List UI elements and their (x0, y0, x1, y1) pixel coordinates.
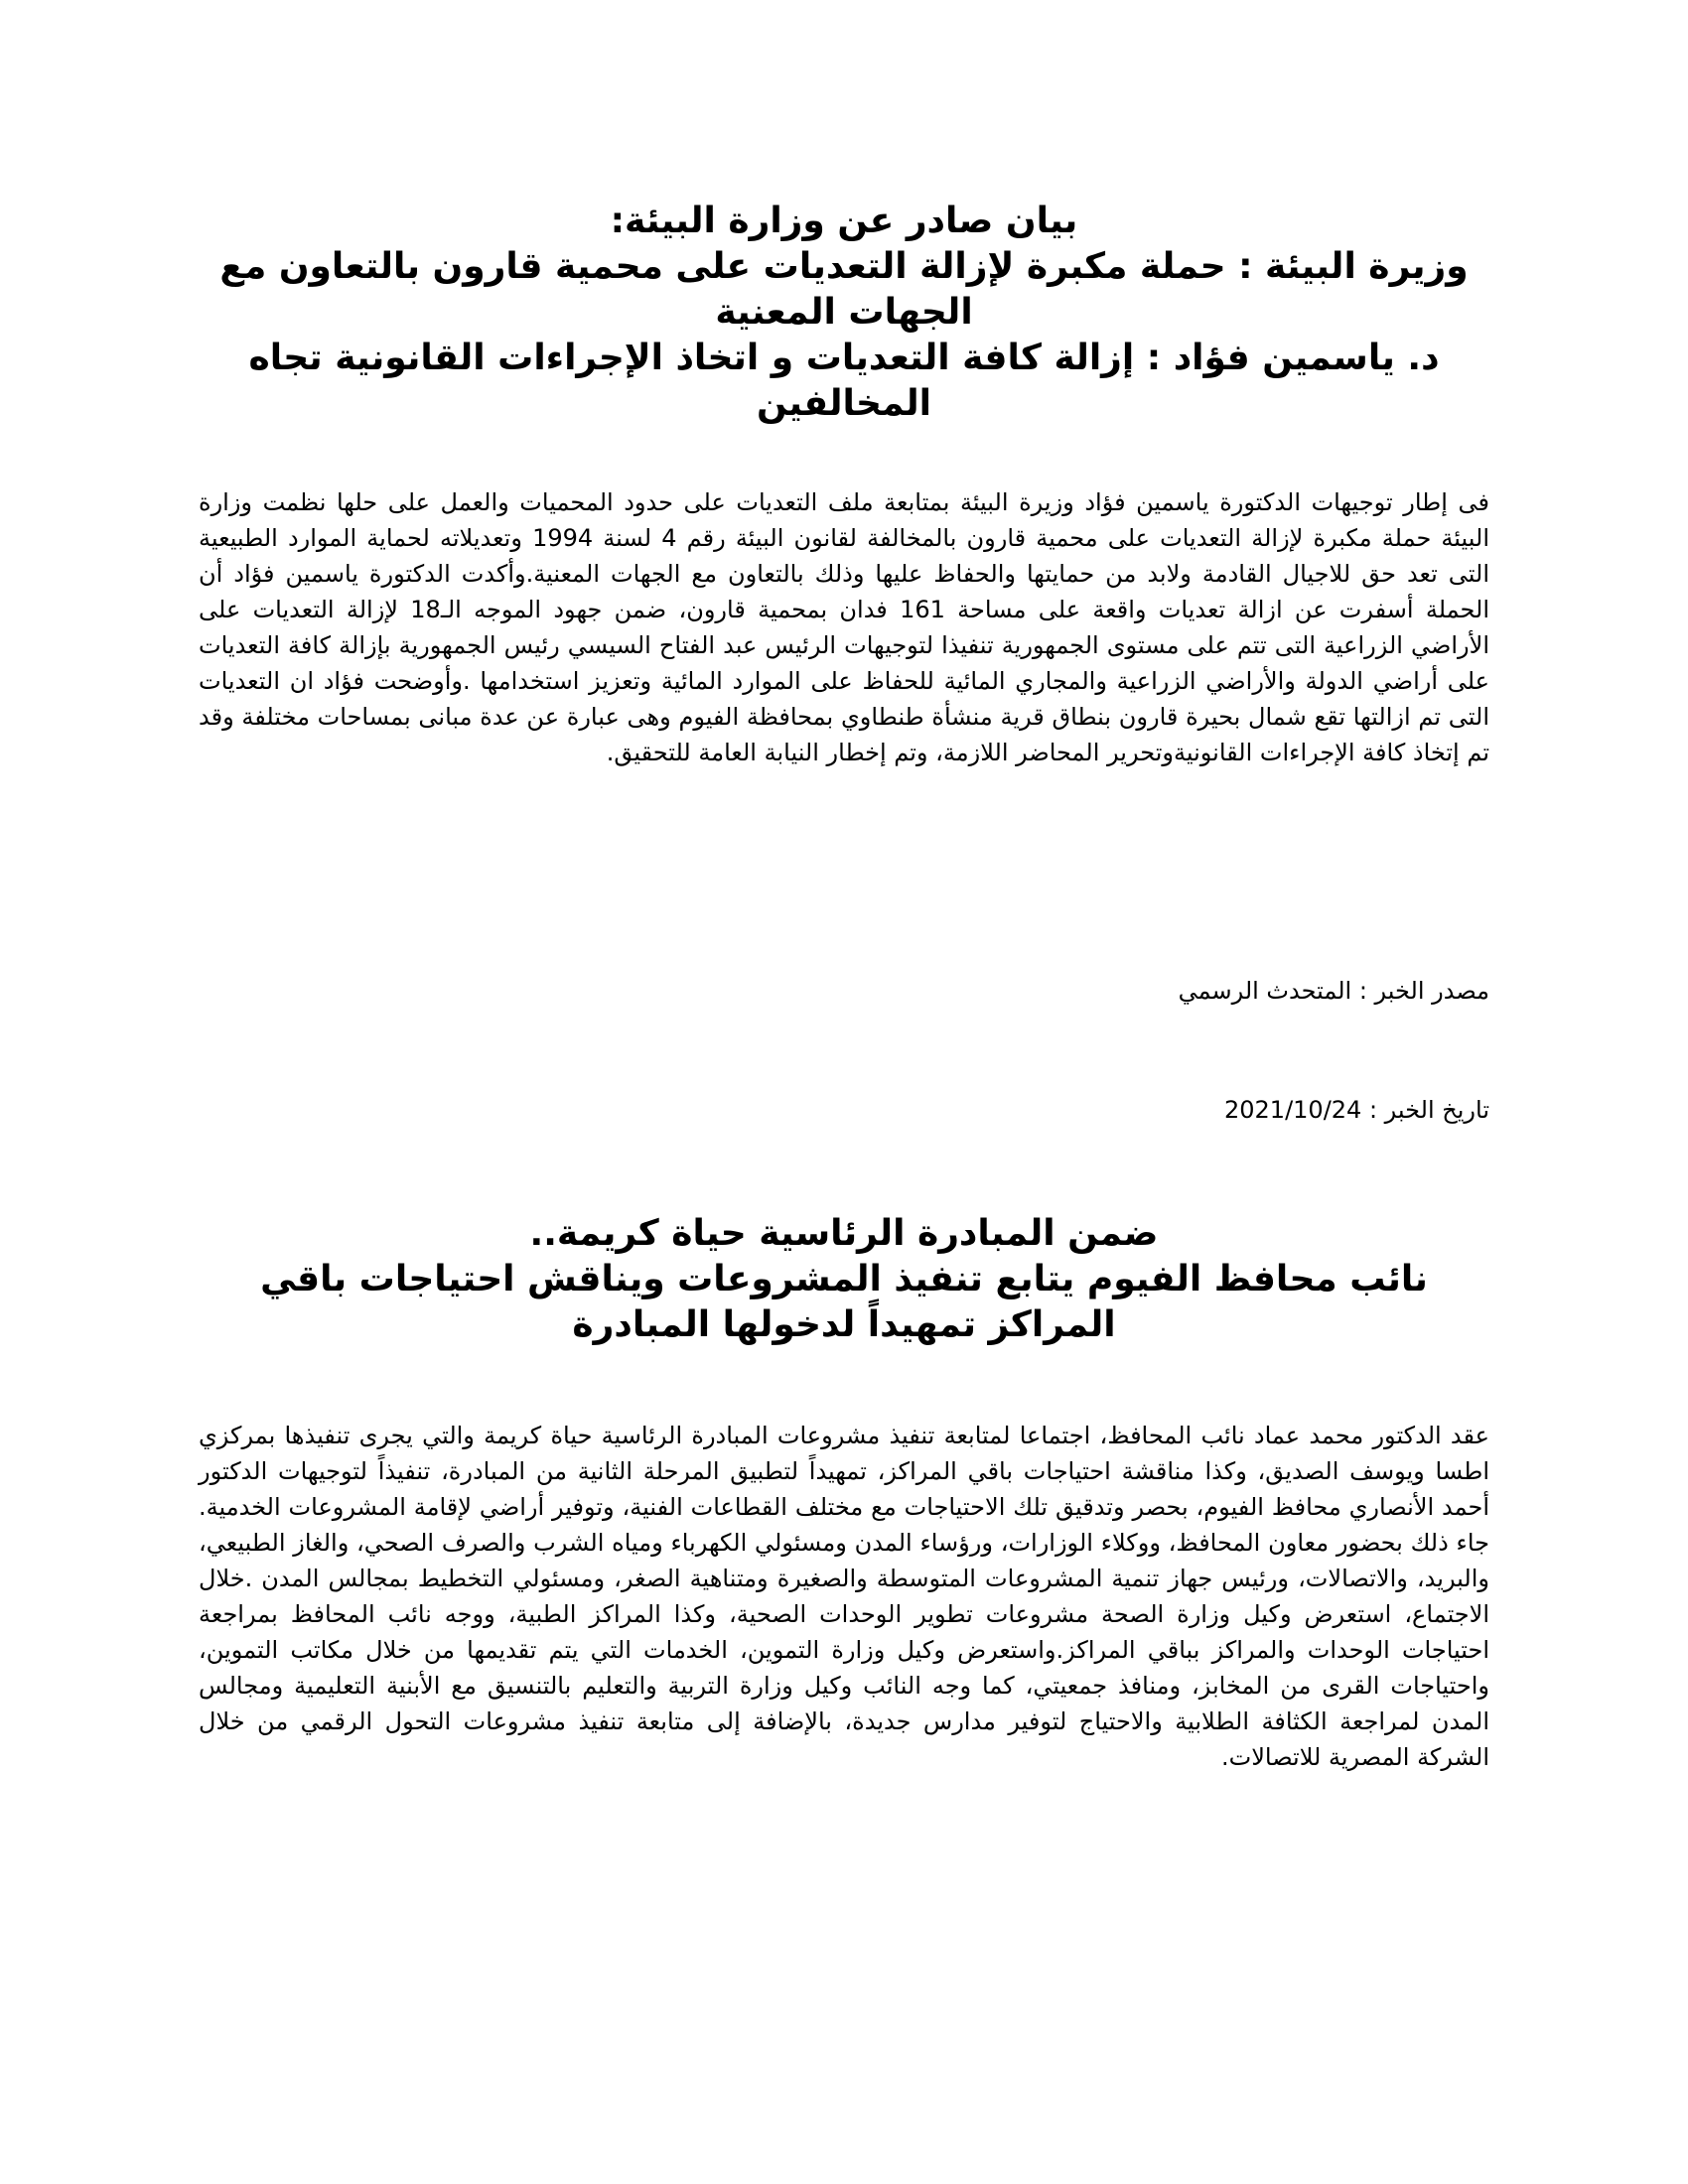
article-2-headline-line-2: نائب محافظ الفيوم يتابع تنفيذ المشروعات ويناقش احتياجات باقي المراكز تمهيداً لدخولها المبادرة (260, 1259, 1428, 1345)
article-1-date-line (199, 1092, 1489, 1128)
article-1-source: مصدر الخبر : المتحدث الرسمي (1178, 977, 1489, 1005)
article-2-headline (199, 1211, 1489, 1348)
article-1-date-label: تاريخ الخبر : (1361, 1096, 1489, 1124)
document-page (199, 0, 1489, 2184)
article-2-headline-line-1: ضمن المبادرة الرئاسية حياة كريمة.. (529, 1213, 1159, 1254)
article-1-body: فى إطار توجيهات الدكتورة ياسمين فؤاد وزيرة البيئة بمتابعة ملف التعديات على حدود المحميات والعمل على حلها نظمت وزارة البيئة حملة مكبرة لإزالة التعديات على محمية قارون بالمخالفة لقانون البيئة رقم 4 لسنة 1994 وتعديلاته لحماية الموارد الطبيعية التى تعد حق للاجيال القادمة ولابد من حمايتها والحفاظ عليها وذلك بالتعاون مع الجهات المعنية.وأكدت الدكتورة ياسمين فؤاد أن الحملة أسفرت عن ازالة تعديات واقعة على مساحة 161 فدان بمحمية قارون، ضمن جهود الموجه الـ18 لإزالة التعديات على الأراضي الزراعية التى تتم على مستوى الجمهورية تنفيذا لتوجيهات الرئيس عبد الفتاح السيسي رئيس الجمهورية بإزالة كافة التعديات على أراضي الدولة والأراضي الزراعية والمجاري المائية للحفاظ على الموارد المائية وتعزيز استخدامها .وأوضحت فؤاد ان التعديات التى تم ازالتها تقع شمال بحيرة قارون بنطاق قرية منشأة طنطاوي بمحافظة الفيوم وهى عبارة عن عدة مبانى بمساحات مختلفة وقد تم إتخاذ كافة الإجراءات القانونيةوتحرير المحاضر اللازمة، وتم إخطار النيابة العامة للتحقيق. (199, 488, 1490, 766)
article-2-body: عقد الدكتور محمد عماد نائب المحافظ، اجتماعا لمتابعة تنفيذ مشروعات المبادرة الرئاسية حياة كريمة والتي يجرى تنفيذها بمركزي اطسا ويوسف الصديق، وكذا مناقشة احتياجات باقي المراكز، تمهيداً لتطبيق المرحلة الثانية من المبادرة، تنفيذاً لتوجيهات الدكتور أحمد الأنصاري محافظ الفيوم، بحصر وتدقيق تلك الاحتياجات مع مختلف القطاعات الفنية، وتوفير أراضي لإقامة المشروعات الخدمية. جاء ذلك بحضور معاون المحافظ، ووكلاء الوزارات، ورؤساء المدن ومسئولي الكهرباء ومياه الشرب والصرف الصحي، والغاز الطبيعي، والبريد، والاتصالات، ورئيس جهاز تنمية المشروعات المتوسطة والصغيرة ومتناهية الصغر، ومسئولي التخطيط بمجالس المدن .خلال الاجتماع، استعرض وكيل وزارة الصحة مشروعات تطوير الوحدات الصحية، وكذا المراكز الطبية، ووجه نائب المحافظ بمراجعة احتياجات الوحدات والمراكز بباقي المراكز.واستعرض وكيل وزارة التموين، الخدمات التي يتم تقديمها من خلال مكاتب التموين، واحتياجات القرى من المخابز، ومنافذ جمعيتي، كما وجه النائب وكيل وزارة التربية والتعليم بالتنسيق مع الأبنية التعليمية ومجالس المدن لمراجعة الكثافة الطلابية والاحتياج لتوفير مدارس جديدة، بالإضافة إلى متابعة تنفيذ مشروعات التحول الرقمي من خلال الشركة المصرية للاتصالات. (199, 1422, 1489, 1771)
article-1-date-value: 2021/10/24 (1223, 1096, 1362, 1124)
article-1-headline-line-3: د. ياسمين فؤاد : إزالة كافة التعديات و اتخاذ الإجراءات القانونية تجاه المخالفين (248, 338, 1440, 424)
article-1-headline (199, 199, 1489, 427)
article-1-headline-line-2: وزيرة البيئة : حملة مكبرة لإزالة التعديات على محمية قارون بالتعاون مع الجهات المعنية (219, 246, 1469, 333)
article-1-headline-line-1: بيان صادر عن وزارة البيئة: (610, 201, 1078, 241)
